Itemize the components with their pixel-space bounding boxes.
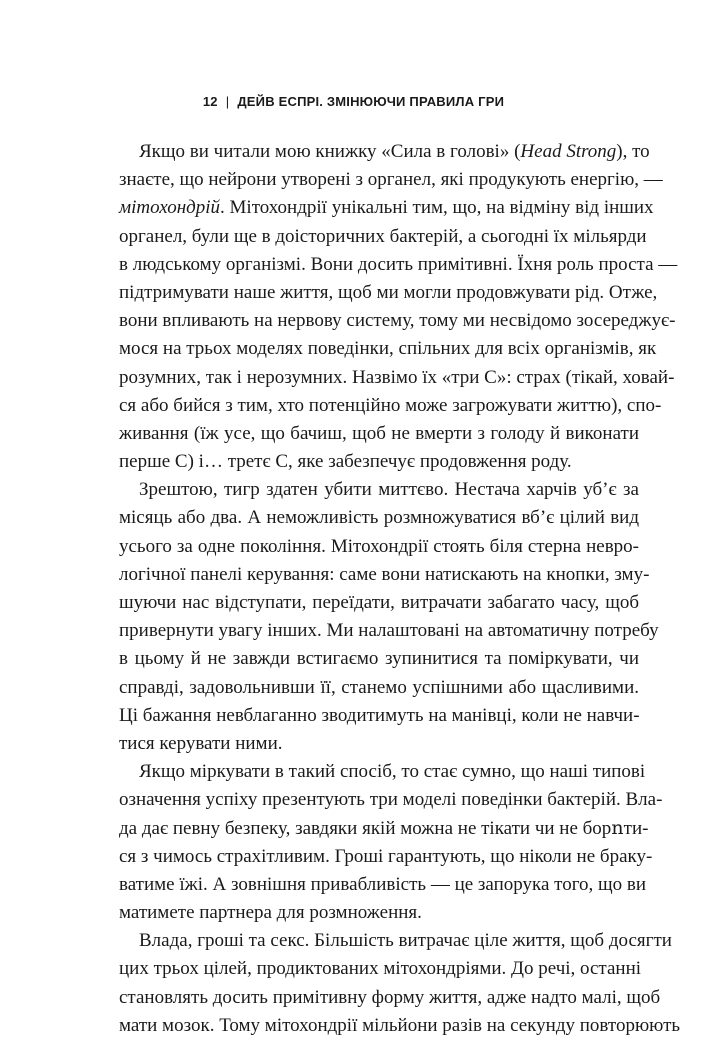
text-line <box>119 1012 681 1040</box>
running-head <box>0 94 707 109</box>
text-run: живання (їж усе, що бачиш, щоб не вмерти з голоду й виконати <box>119 422 639 444</box>
text-line <box>119 899 639 927</box>
text-line <box>119 251 678 279</box>
text-run: . Мітохондрії унікальні тим, що, на відміну від інших <box>220 197 654 219</box>
paragraph <box>119 138 678 476</box>
text-run: знаєте, що нейрони утворені з органел, які продукують енергію, — <box>119 169 663 191</box>
text-line <box>119 786 663 814</box>
italic-term: Head Strong <box>520 141 617 162</box>
text-run: мося на трьох моделях поведінки, спільних для всіх організмів, як <box>119 338 657 360</box>
text-run: Якщо ви читали мою книжку «Сила в голові» ( <box>139 141 521 162</box>
text-run: Ці бажання невблаганно зводитимуть на манівці, коли не навчи- <box>119 704 640 726</box>
text-line <box>119 223 647 251</box>
text-run: становлять досить примітивну форму життя, адже надто малі, щоб <box>119 986 661 1008</box>
paragraph <box>119 476 659 758</box>
text-run: ся або бийся з тим, хто потенційно може загрожувати життю), спо- <box>119 394 662 416</box>
text-line <box>119 335 657 363</box>
text-line <box>119 871 647 899</box>
text-line <box>119 194 654 222</box>
text-line <box>119 307 676 335</box>
text-line <box>119 645 639 673</box>
text-line <box>119 392 662 420</box>
text-run: логічної панелі керування: саме вони натискають на кнопки, зму- <box>119 563 650 585</box>
text-run: розумних, так і нерозумних. Назвімо їх «три С»: страх (тікай, ховай- <box>119 366 675 388</box>
text-line <box>119 815 649 843</box>
italic-term: мітохондрій <box>119 197 221 219</box>
text-run: підтримувати наше життя, щоб ми могли продовжувати рід. Отже, <box>119 281 658 303</box>
text-run: означення успіху презентують три моделі поведінки бактерій. Вла- <box>119 789 663 811</box>
text-run: ватиме їжі. А зовнішня привабливість — це запорука того, що ви <box>119 873 647 895</box>
text-line <box>119 476 639 504</box>
text-run: ся з чимось страхітливим. Гроші гарантують, що ніколи не брaку- <box>119 845 653 867</box>
text-run: місяць або два. А неможливість розмножуватися вб’є цілий вид <box>119 507 639 529</box>
header-separator: | <box>225 94 230 109</box>
text-run: цих трьох цілей, продиктованих мітохондріями. До речі, останні <box>119 958 642 980</box>
page-number: 12 <box>202 94 218 109</box>
text-line <box>119 927 672 955</box>
paragraph <box>119 927 681 1040</box>
book-title: ДЕЙВ ЕСПРІ. ЗМІНЮЮЧИ ПРАВИЛА ГРИ <box>237 94 505 109</box>
text-run: шуючи нас відступати, переїдати, витрачати забагато часу, щоб <box>119 592 639 613</box>
text-run: в цьому й не завжди встигаємо зупинитися та поміркувати, чи <box>119 648 639 670</box>
text-run: мати мозок. Тому мітохондрії мільйони разів на секунду повторюють <box>119 1014 681 1036</box>
body-text <box>119 138 681 1040</box>
text-line <box>119 702 639 730</box>
text-run: вони впливають на нервову систему, тому ми несвідомо зосереджує- <box>119 310 676 332</box>
text-run: тися керувати ними. <box>119 732 283 754</box>
text-line <box>119 984 661 1012</box>
text-line <box>119 420 639 448</box>
text-run: привернути увагу інших. Ми налаштовані на автоматичну потребу <box>119 620 659 642</box>
text-line <box>119 504 639 532</box>
text-line <box>119 533 639 561</box>
text-run: да дає певну безпеку, завдяки якій можна не тікати чи не борոти- <box>119 817 649 839</box>
text-run: матимете партнера для розмноження. <box>119 902 422 924</box>
text-line <box>119 138 650 166</box>
text-run: органел, були ще в доісторичних бактерій, а сьогодні їх мільярди <box>119 225 647 247</box>
text-run: в людському організмі. Вони досить примітивні. Їхня роль проста — <box>119 253 678 275</box>
text-line <box>119 448 639 476</box>
text-line <box>119 561 650 589</box>
text-run: Зрештою, тигр здатен убити миттєво. Нестача харчів уб’є за <box>139 479 639 501</box>
text-run: справді, задовольнивши її, станемо успішними або щасливими. <box>119 676 639 698</box>
text-line <box>119 589 639 617</box>
text-line <box>119 758 646 786</box>
text-run: ), то <box>616 141 650 162</box>
text-line <box>119 843 653 871</box>
text-run: Влада, гроші та секс. Більшість витрачає ціле життя, щоб досягти <box>139 930 672 952</box>
text-line <box>119 955 642 983</box>
text-line <box>119 674 639 702</box>
text-line <box>119 364 675 392</box>
text-line <box>119 617 659 645</box>
text-line <box>119 166 663 194</box>
text-run: усього за одне покоління. Мітохондрії стоять біля стерна невро- <box>119 535 639 557</box>
text-line <box>119 730 639 758</box>
text-run: перше С) і… третє С, яке забезпечує продовження роду. <box>119 451 572 473</box>
text-run: Якщо міркувати в такий спосіб, то стає сумно, що наші типові <box>139 761 646 783</box>
text-line <box>119 279 658 307</box>
paragraph <box>119 758 663 927</box>
